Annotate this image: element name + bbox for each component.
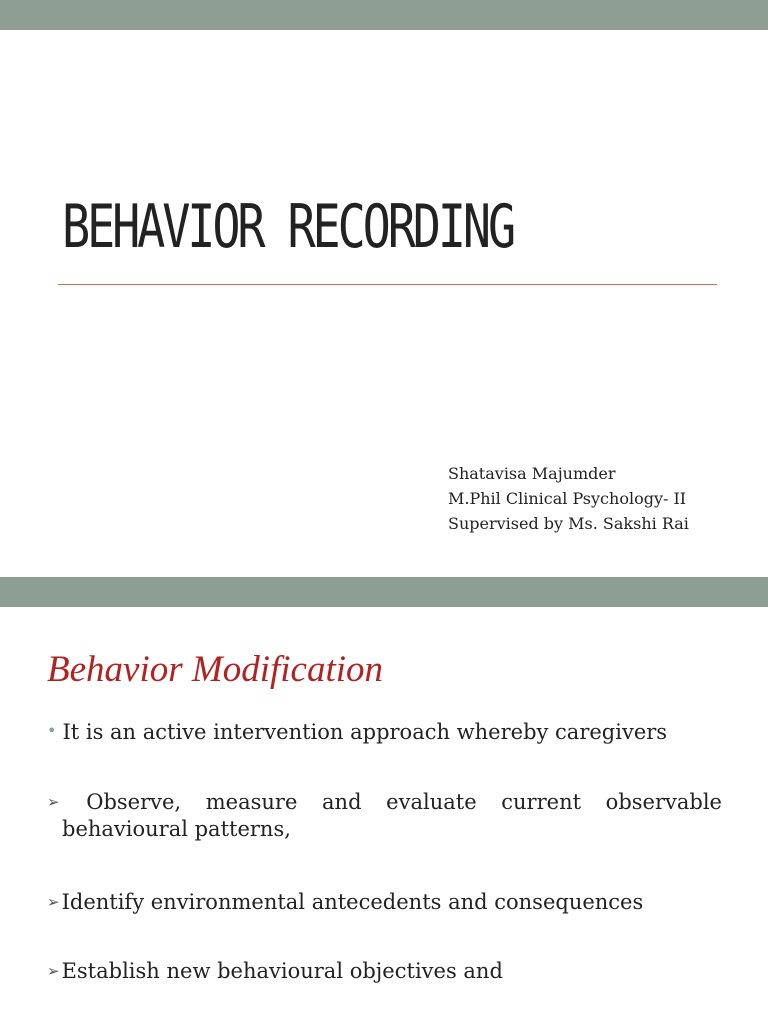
bullet-item: [47, 958, 722, 985]
bullet-text: Establish new behavioural objectives and: [61, 959, 503, 983]
author-block: [448, 461, 689, 536]
bullet-text-continued: behavioural patterns,: [62, 817, 291, 841]
bullet-item: [47, 889, 722, 916]
author-program: M.Phil Clinical Psychology- II: [448, 489, 687, 508]
arrow-bullet-icon: ➢: [47, 793, 60, 811]
arrow-bullet-icon: ➢: [47, 962, 60, 980]
title-underline: [58, 284, 717, 285]
author-supervisor: Supervised by Ms. Sakshi Rai: [448, 514, 689, 533]
slide-divider-band: [0, 577, 768, 607]
bullet-line: [47, 789, 722, 816]
slide-heading: Behavior Modification: [47, 649, 384, 690]
bullet-item: [47, 789, 722, 843]
bullet-item: [47, 717, 722, 746]
bullet-text: Identify environmental antecedents and consequences: [61, 890, 644, 914]
slide-title: BEHAVIOR RECORDING: [62, 192, 514, 262]
arrow-bullet-icon: ➢: [47, 893, 60, 911]
bullet-dot-icon: •: [47, 721, 57, 740]
author-name: Shatavisa Majumder: [448, 464, 616, 483]
bullet-text: Observe, measure and evaluate current observable: [61, 790, 722, 814]
slide-top-band: [0, 0, 768, 30]
bullet-text: It is an active intervention approach whereby caregivers: [62, 720, 668, 744]
